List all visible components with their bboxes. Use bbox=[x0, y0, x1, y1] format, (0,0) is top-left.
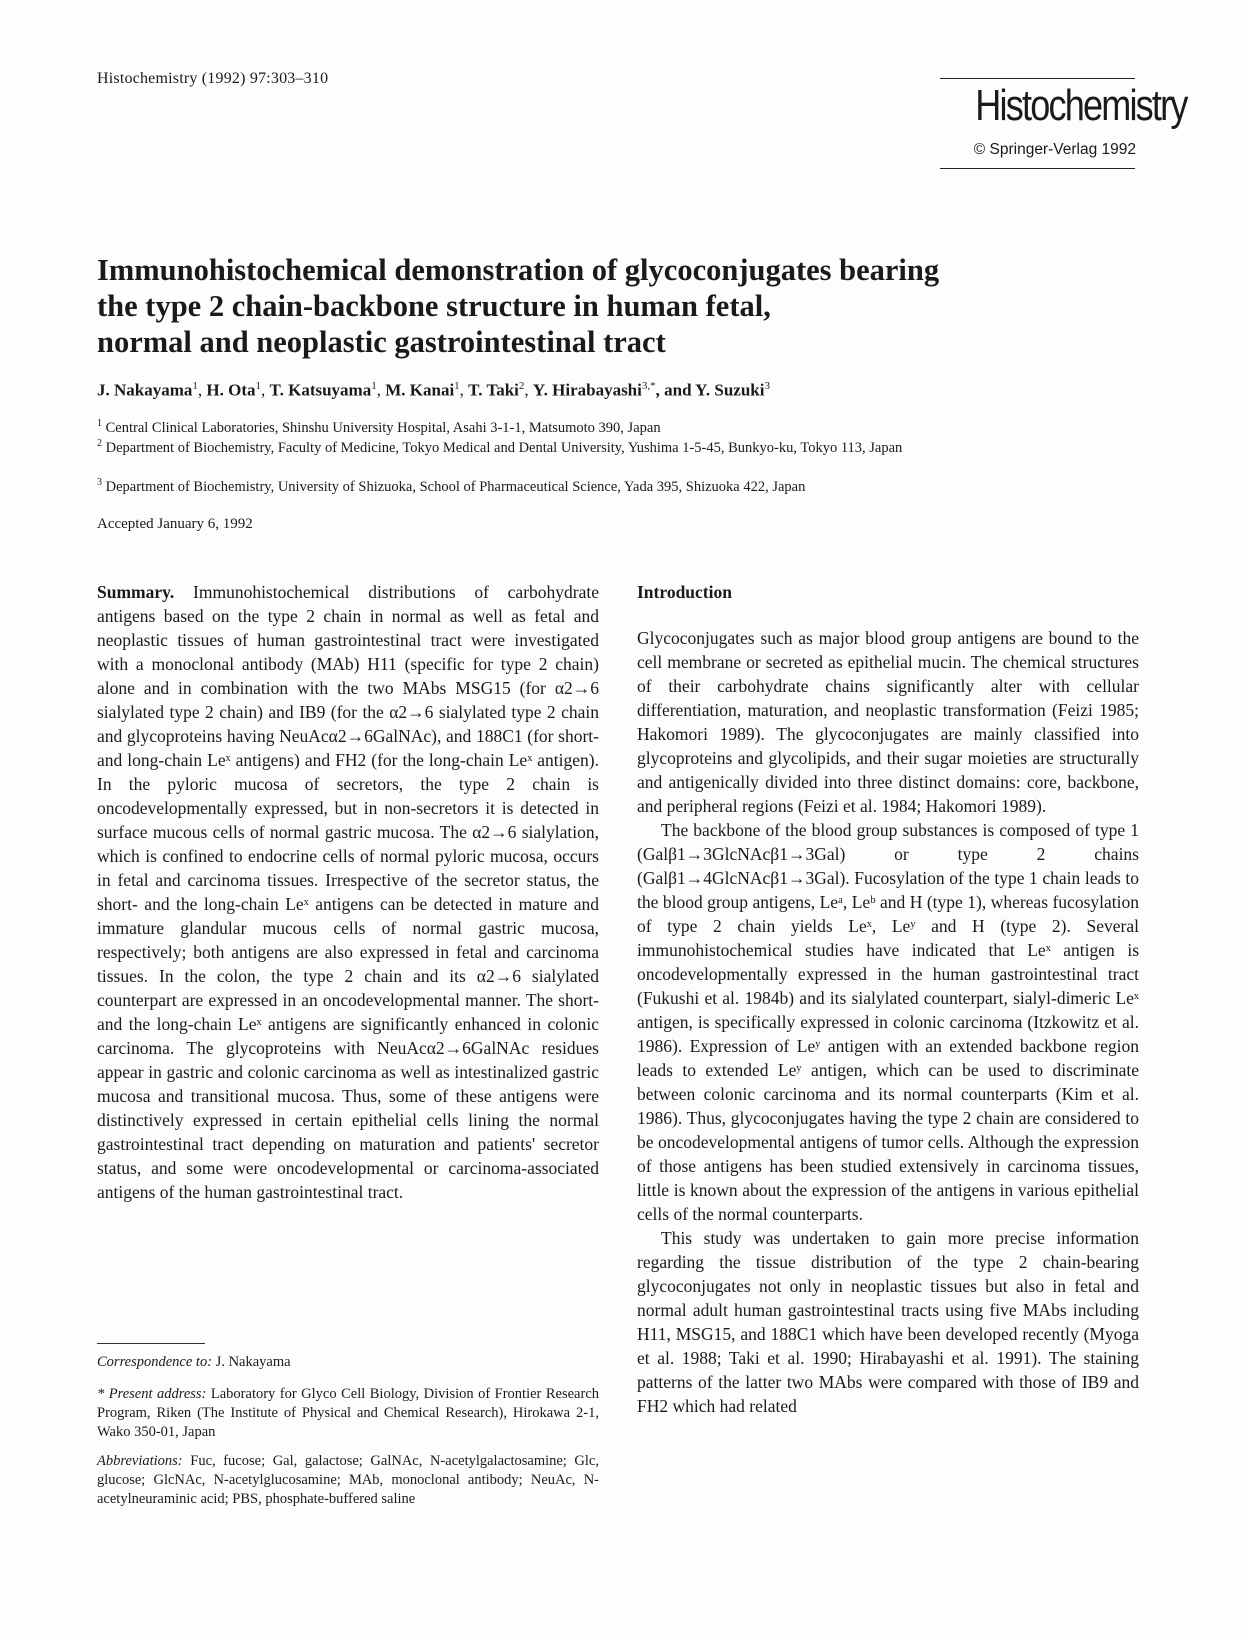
author-affiliation-mark: 3 bbox=[764, 380, 770, 392]
affiliation: $^3$ Department of Biochemistry, University of Shizuoka, School of Pharmaceutical Science, Yada 395, Shizuoka 422, Japan bbox=[97, 477, 806, 495]
intro-paragraph: The backbone of the blood group substances is composed of type 1 (Galβ1→3GlcNAcβ1→3Gal) or type 2 chains (Galβ1→4GlcNAcβ1→3Gal). Fucosylation of the type 1 chain leads to the blood group antigens, Leᵃ, Leᵇ and H (type 1), whereas fucosylation of type 2 chain yields Leˣ, Leʸ and H (type 2). Several immunohistochemical studies have indicated that Leˣ antigen is oncodevelopmentally expressed in the human gastrointestinal tract (Fukushi et al. 1984b) and its sialylated counterpart, sialyl-dimeric Leˣ antigen, is specifically expressed in colonic carcinoma (Itzkowitz et al. 1986). Expression of Leʸ antigen with an extended backbone region leads to extended Leʸ antigen, which can be used to discriminate between colonic carcinoma and its normal counterparts (Kim et al. 1986). Thus, glycoconjugates having the type 2 chain are considered to be oncodevelopmental antigens of tumor cells. Although the expression of those antigens has been studied extensively in carcinoma tissues, little is known about the expression of the antigens in various epithelial cells of the normal counterparts. bbox=[637, 820, 1139, 1224]
copyright: © Springer-Verlag 1992 bbox=[973, 141, 1136, 158]
author-name: Y. Hirabayashi bbox=[532, 380, 642, 400]
author-affiliation-mark: 3,* bbox=[641, 380, 656, 392]
author-name: T. Taki bbox=[468, 380, 519, 400]
accepted-date: Accepted January 6, 1992 bbox=[97, 516, 253, 532]
summary-paragraph bbox=[97, 580, 599, 1204]
abbreviations-note: Abbreviations: Fuc, fucose; Gal, galactose; GalNAc, N-acetylgalactosamine; Glc, glucose; GlcNAc, N-acetylglucosamine; MAb, monoclonal antibody; NeuAc, N-acetylneuraminic acid; PBS, phosphate-buffered saline bbox=[97, 1453, 599, 1507]
author-name: H. Ota bbox=[206, 380, 256, 400]
intro-paragraph: This study was undertaken to gain more precise information regarding the tissue distribution of the type 2 chain-bearing glycoconjugates not only in neoplastic tissues but also in fetal and normal adult human gastrointestinal tracts using five MAbs including H11, MSG15, and 188C1 which have been developed recently (Myoga et al. 1988; Taki et al. 1990; Hirabayashi et al. 1991). The staining patterns of the latter two MAbs were compared with those of IB9 and FH2 which had related bbox=[637, 1228, 1139, 1416]
author-affiliation-mark: 1 bbox=[454, 380, 460, 392]
author-name: J. Nakayama bbox=[97, 380, 193, 400]
intro-paragraph: Glycoconjugates such as major blood group antigens are bound to the cell membrane or secreted as epithelial mucin. The chemical structures of their carbohydrate chains significantly alter with cellular differentiation, maturation, and neoplastic transformation (Feizi 1985; Hakomori 1989). The glycoconjugates are mainly classified into glycoproteins and glycolipids, and their sugar moieties are structurally and antigenically divided into three distinct domains: core, backbone, and peripheral regions (Feizi et al. 1984; Hakomori 1989). bbox=[637, 628, 1139, 816]
present-address-note: * Present address: Laboratory for Glyco Cell Biology, Division of Frontier Research Program, Riken (The Institute of Physical and Chemical Research), Hirokawa 2-1, Wako 350-01, Japan bbox=[97, 1386, 600, 1440]
summary-label: Summary. bbox=[97, 582, 175, 602]
summary-text: Immunohistochemical distributions of carbohydrate antigens based on the type 2 chain in normal as well as fetal and neoplastic tissues of human gastrointestinal tract were investigated with a monoclonal antibody (MAb) H11 (specific for type 2 chain) alone and in combination with the two MAbs MSG15 (for α2→6 sialylated type 2 chain) and IB9 (for the α2→6 sialylated type 2 chain and glycoproteins having NeuAcα2→6GalNAc), and 188C1 (for short- and long-chain Leˣ antigens) and FH2 (for the long-chain Leˣ antigen). In the pyloric mucosa of secretors, the type 2 chain is oncodevelopmentally expressed, but in non-secretors it is detected in surface mucous cells of normal gastric mucosa. The α2→6 sialylation, which is confined to endocrine cells of normal pyloric mucosa, occurs in fetal and carcinoma tissues. Irrespective of the secretor status, the short- and the long-chain Leˣ antigens can be detected in mature and immature glandular mucous cells of normal gastric mucosa, respectively; both antigens are also expressed in fetal and carcinoma tissues. In the colon, the type 2 chain and its α2→6 sialylated counterpart are expressed in an oncodevelopmental manner. The short- and the long-chain Leˣ antigens are significantly enhanced in colonic carcinoma. The glycoproteins with NeuAcα2→6GalNAc residues appear in gastric and colonic carcinoma as well as intestinalized gastric mucosa and transitional mucosa. Thus, some of these antigens were distinctively expressed in certain epithelial cells lining the normal gastrointestinal tract depending on maturation and patients' secretor status, and some were oncodevelopmental or carcinoma-associated antigens of the human gastrointestinal tract. bbox=[97, 582, 600, 1202]
author-affiliation-mark: 2 bbox=[518, 380, 525, 392]
introduction-column bbox=[637, 580, 1139, 1418]
author-name: T. Katsuyama bbox=[269, 380, 372, 400]
title-line: the type 2 chain-backbone structure in human fetal, bbox=[97, 289, 771, 323]
author-affiliation-mark: 1 bbox=[192, 380, 198, 392]
title-line: Immunohistochemical demonstration of glycoconjugates bearing bbox=[97, 253, 940, 287]
title-line: normal and neoplastic gastrointestinal tract bbox=[97, 325, 666, 359]
author-name: M. Kanai bbox=[385, 380, 455, 400]
author-affiliation-mark: 1 bbox=[371, 380, 377, 392]
summary-column bbox=[97, 580, 599, 1204]
affiliation: $^2$ Department of Biochemistry, Faculty of Medicine, Tokyo Medical and Dental University, Yushima 1-5-45, Bunkyo-ku, Tokyo 113, Japan bbox=[97, 438, 903, 456]
correspondence-note: Correspondence to: J. Nakayama bbox=[97, 1354, 291, 1370]
author-name: Y. Suzuki bbox=[695, 380, 765, 400]
journal-title: Histochemistry bbox=[975, 81, 1187, 130]
footnote-rule bbox=[97, 1343, 205, 1344]
author-list: J. Nakayama$^1$, H. Ota$^1$, T. Katsuyama$^1$, M. Kanai$^1$, T. Taki$^2$, Y. Hirabayashi$^{3,*}$, and Y. Suzuki$^3$ bbox=[97, 380, 770, 400]
article-title bbox=[97, 252, 1117, 360]
masthead-rule-top bbox=[940, 78, 1135, 79]
author-affiliation-mark: 1 bbox=[255, 380, 262, 392]
running-head: Histochemistry (1992) 97:303–310 bbox=[97, 70, 329, 87]
masthead-rule-bottom bbox=[940, 168, 1135, 169]
introduction-heading: Introduction bbox=[637, 582, 732, 602]
affiliation: $^1$ Central Clinical Laboratories, Shinshu University Hospital, Asahi 3-1-1, Matsumoto 390, Japan bbox=[97, 418, 661, 436]
